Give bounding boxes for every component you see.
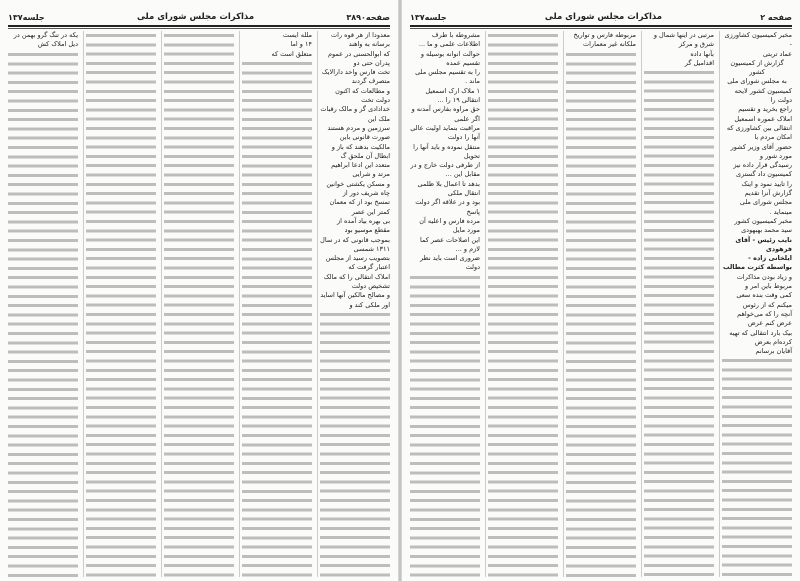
printed-text-block bbox=[8, 50, 78, 577]
text-line: خدادادی گر و مالک رقبات ملک این bbox=[320, 105, 390, 123]
text-line: را به تقسیم مجلس ملی ماند . bbox=[415, 68, 480, 86]
text-line: ایلخانی زاده - بواسطه کثرت مطالب bbox=[722, 254, 792, 272]
text-line: را تایید نمود و اینک گزارش آنرا تقدیم bbox=[741, 179, 792, 198]
text-columns bbox=[6, 31, 392, 577]
text-line: حق مراوه بفارس آمدنه و اگر علمی bbox=[411, 105, 480, 123]
printed-text-block bbox=[410, 273, 480, 577]
text-line: منتقل نموده و باید آنها را تحویل bbox=[413, 142, 480, 160]
text-column bbox=[719, 31, 794, 577]
text-line: آقایان برسانم bbox=[755, 347, 792, 356]
left-page bbox=[0, 0, 398, 581]
printed-text-block bbox=[242, 59, 312, 577]
right-page bbox=[402, 0, 800, 581]
text-line: این اصلاحات عصر کما لازم و ... bbox=[419, 235, 480, 253]
printed-text-block bbox=[86, 31, 156, 577]
session-number: جلسه۱۳۷ bbox=[8, 12, 45, 22]
text-column bbox=[83, 31, 158, 577]
page-number: صفحه۳۸۹۰ bbox=[346, 12, 390, 22]
text-line: مربوطه فارس و تواریخ ملکانه غیر معمارات bbox=[573, 31, 636, 49]
text-line: بدهد تا اعمال بلا ظلمی انتقال ملکی bbox=[417, 179, 480, 198]
text-line: و مصالح مالکین آنها اساید اور ملکی کند و bbox=[320, 291, 390, 309]
text-column bbox=[641, 31, 716, 577]
text-line: بود و در علاقه اگر دولت پاسخ bbox=[415, 198, 480, 216]
text-line: و زیاد بودن مذاکرات مربوط باین امر و bbox=[736, 272, 792, 291]
text-line: و مسکن یکشتی خوانین چاه شریف دور از bbox=[326, 179, 390, 198]
text-line: ضروری است باید نظر دولت bbox=[419, 254, 480, 272]
text-line: مرتبی در اینها شمال و شرق و مرکز bbox=[653, 31, 714, 49]
text-column bbox=[317, 31, 392, 577]
text-line: بیک بارد انتقالی که تهیه کرده‌ام بعرض bbox=[729, 328, 792, 346]
text-line: یکه در تنگ گرو بهمن در دیل املاک کش bbox=[13, 31, 78, 49]
printed-text-block bbox=[722, 356, 792, 577]
text-line: ۱ ملاک ارک اسمعیل انتقالی ۱۹ را ... bbox=[425, 86, 480, 105]
header-rule-thin bbox=[8, 28, 390, 29]
text-line: سرزمین و مردم هستند صورت قانونی باین bbox=[327, 123, 390, 142]
text-line: گزارش از کمیسیون کشور bbox=[730, 58, 784, 77]
text-line: معدودا از هر قوه رات برسانه به واهند bbox=[330, 31, 390, 49]
text-column bbox=[6, 31, 80, 577]
text-line: به مجلس شورای ملی bbox=[727, 77, 787, 86]
text-line: مخبر کمیسیون کشور سید محمد بهبهودی bbox=[734, 216, 792, 235]
text-line: عماد تربتی bbox=[762, 49, 792, 58]
text-line: متعدد این ادعا ابراهیم مرتد و شرایی bbox=[331, 161, 390, 179]
text-line: مالکیت بدهند که باز و ابطال آن ملحق گ bbox=[331, 142, 390, 160]
text-line: اقدامیل گر bbox=[684, 58, 714, 67]
header-rule-thin bbox=[410, 28, 792, 29]
header-rule bbox=[8, 25, 390, 27]
text-line: حوالت انوانه بوسیله و تقسیم عمده bbox=[420, 49, 480, 67]
text-line: کمی وقت بنده سعی میکنم که از رئوس bbox=[736, 291, 792, 309]
text-column bbox=[239, 31, 314, 577]
text-line: مخبر کمیسیون کشاورزی - bbox=[724, 31, 792, 49]
printed-text-block bbox=[164, 31, 234, 577]
text-line: مشروطه با طرف اطلاعات علمی و ما ... bbox=[418, 31, 480, 49]
text-line: ۱۴ و اما bbox=[290, 40, 312, 49]
text-column bbox=[485, 31, 560, 577]
text-line: تخت فارس واحد دارالایک متصرف گردند bbox=[321, 68, 390, 86]
text-line: مرده فارس و اعلیه آن مورد مایل bbox=[419, 216, 480, 235]
text-line: انتقالی بین کشاورزی که امکان مردم با bbox=[726, 123, 792, 142]
text-line: که ابوالحسنی در عموم پدران حتی دو bbox=[328, 49, 390, 67]
text-line: حضور آقای وزیر کشور مورد شور و bbox=[730, 142, 792, 160]
text-line: ملله ایست bbox=[282, 31, 312, 39]
text-line: کمیسیون کشور لایحه دولت را bbox=[734, 86, 792, 105]
page-number: صفحه ۲ bbox=[760, 12, 792, 22]
text-line: بی بهره بیاد آمده از مقطع موسیو بود bbox=[337, 216, 390, 235]
text-line: متعلق است که bbox=[271, 49, 312, 58]
text-line: املاک انتقالی را که مالک تشخیص دولت bbox=[323, 272, 390, 291]
text-column bbox=[161, 31, 236, 577]
text-line: مراقبت بنماید اولیت عالی آنها را دولت bbox=[410, 123, 480, 142]
text-column bbox=[408, 31, 482, 577]
right-page-header bbox=[410, 10, 792, 24]
running-title: مذاکرات مجلس شورای ملی bbox=[136, 12, 255, 22]
text-column bbox=[563, 31, 638, 577]
running-title: مذاکرات مجلس شورای ملی bbox=[544, 12, 663, 22]
header-rule bbox=[410, 25, 792, 27]
printed-text-block bbox=[566, 50, 636, 577]
text-line: آنچه را که می‌خواهم عرض کنم عرض bbox=[737, 309, 792, 328]
text-line: رسیدگی قرار داده نیز کمیسیون داد گستری bbox=[733, 161, 792, 179]
text-line: راجع بخرید و تقسیم املاک عموره اسمعیل bbox=[734, 105, 792, 123]
printed-text-block bbox=[488, 31, 558, 577]
text-line: و مطالعات که اکنون دولت تخت bbox=[335, 86, 390, 105]
text-columns bbox=[408, 31, 794, 577]
printed-text-block bbox=[320, 310, 390, 577]
text-line: بتصویب رسید از مجلس اعتبار گرفت که bbox=[325, 254, 390, 272]
text-line: تمسخ بود از که معمان کمتر این عصر bbox=[329, 198, 390, 216]
left-page-header bbox=[8, 10, 390, 24]
text-line: بموجب قانونی که در سال ۱۳۱۱ شمسی bbox=[320, 235, 390, 253]
text-line: از طرفی دولت خارج و در مقابل این ... bbox=[410, 161, 480, 179]
text-line: بآنها داده bbox=[690, 49, 714, 58]
text-line: نایب رئیس - آقای فرهودی bbox=[735, 235, 792, 253]
printed-text-block bbox=[644, 68, 714, 577]
session-number: جلسه۱۳۷ bbox=[410, 12, 447, 22]
text-line: مجلس شورای ملی مینماید . bbox=[739, 198, 792, 216]
